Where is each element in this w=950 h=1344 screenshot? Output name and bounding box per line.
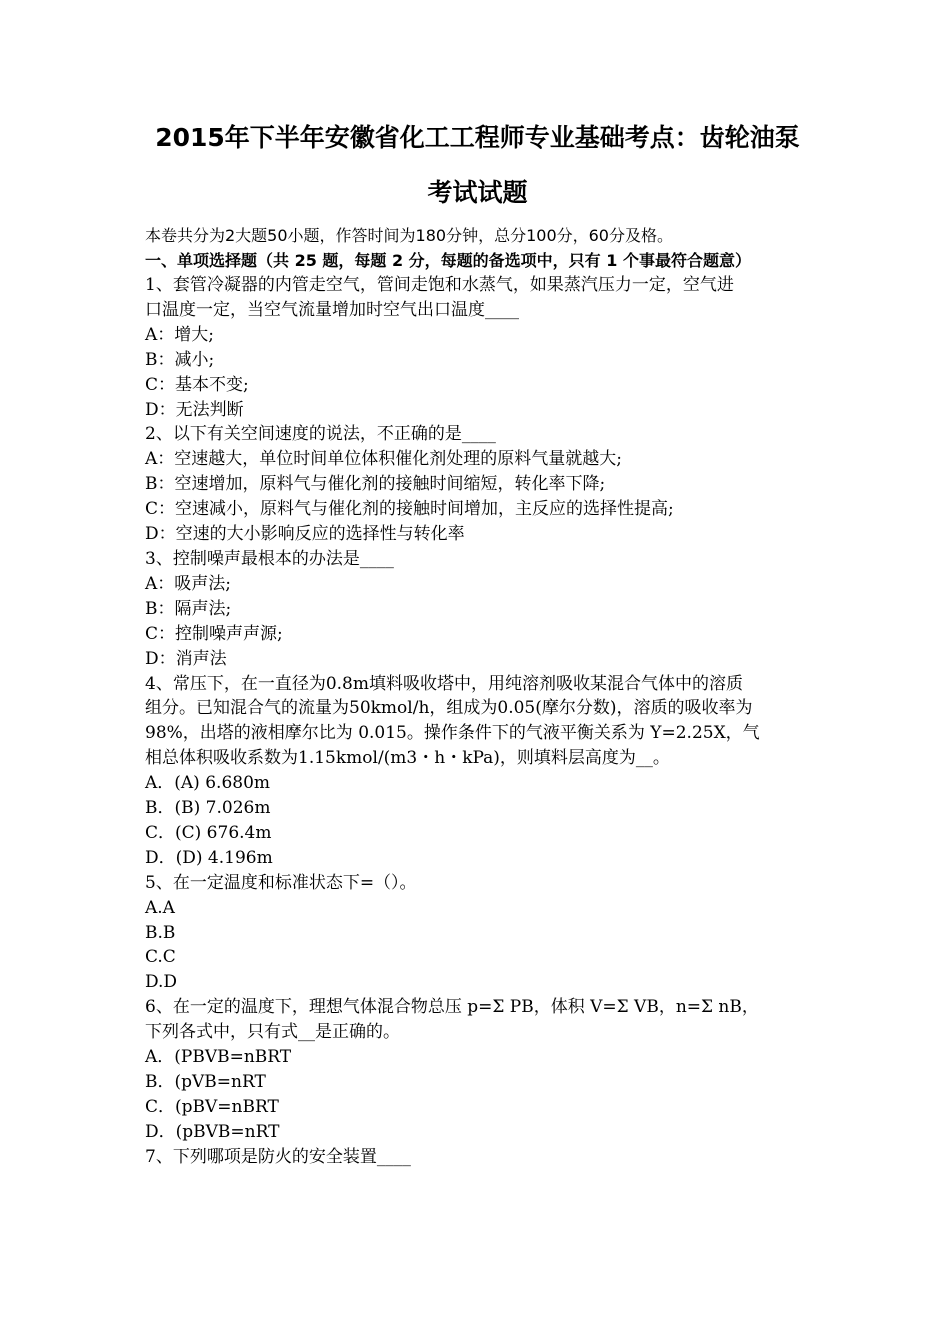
- text-line: D：无法判断: [145, 399, 244, 420]
- text-line: B.B: [145, 922, 176, 943]
- document-title-line-2: 考试试题: [427, 178, 528, 207]
- text-line: A：增大;: [145, 324, 215, 345]
- text-line: 组分。已知混合气的流量为50kmol/h，组成为0.05(摩尔分数)，溶质的吸收率为: [145, 698, 753, 719]
- document-page: [145, 110, 810, 1170]
- exam-intro: 本卷共分为2大题50小题，作答时间为180分钟，总分100分，60分及格。: [145, 226, 673, 245]
- text-line: A.A: [145, 897, 175, 918]
- text-line: 6、在一定的温度下，理想气体混合物总压 p=Σ PB，体积 V=Σ VB，n=Σ nB，: [145, 997, 759, 1018]
- text-line: A．(A) 6.680m: [145, 773, 271, 794]
- text-line: 3、控制噪声最根本的办法是____: [145, 548, 394, 569]
- text-line: B．(B) 7.026m: [145, 798, 271, 819]
- text-line: D：消声法: [145, 648, 227, 669]
- text-line: 4、常压下，在一直径为0.8m填料吸收塔中，用纯溶剂吸收某混合气体中的溶质: [145, 673, 743, 694]
- text-line: A：吸声法;: [145, 573, 232, 594]
- text-line: 相总体积吸收系数为1.15kmol/(m3・h・kPa)，则填料层高度为__。: [145, 748, 670, 769]
- text-line: B：减小;: [145, 349, 215, 370]
- text-line: C：空速减小，原料气与催化剂的接触时间增加，主反应的选择性提高;: [145, 499, 674, 520]
- text-line: B．(pVB=nRT: [145, 1072, 266, 1092]
- text-line: C.C: [145, 947, 176, 968]
- text-line: A：空速越大，单位时间单位体积催化剂处理的原料气量就越大;: [145, 449, 623, 470]
- text-line: C：基本不变;: [145, 374, 249, 395]
- section-heading: 一、单项选择题（共 25 题，每题 2 分，每题的备选项中，只有 1 个事最符合题意）: [145, 251, 751, 270]
- text-line: 5、在一定温度和标准状态下=（）。: [145, 872, 417, 893]
- text-line: 7、下列哪项是防火的安全装置____: [145, 1146, 411, 1167]
- text-line: D．(D) 4.196m: [145, 847, 273, 868]
- text-line: C．(pBV=nBRT: [145, 1096, 279, 1117]
- text-line: D．(pBVB=nRT: [145, 1121, 280, 1142]
- document-title-line-1: 2015年下半年安徽省化工工程师专业基础考点：齿轮油泵: [155, 123, 800, 152]
- text-line: 1、套管冷凝器的内管走空气，管间走饱和水蒸气，如果蒸汽压力一定，空气进: [145, 275, 734, 295]
- text-line: B：隔声法;: [145, 598, 232, 619]
- text-line: 2、以下有关空间速度的说法，不正确的是____: [145, 424, 496, 445]
- text-line: C：控制噪声声源;: [145, 623, 283, 644]
- text-line: D：空速的大小影响反应的选择性与转化率: [145, 524, 465, 545]
- text-line: D.D: [145, 972, 178, 993]
- text-line: 下列各式中，只有式__是正确的。: [145, 1022, 400, 1043]
- question-list: [145, 273, 810, 1170]
- text-line: 口温度一定，当空气流量增加时空气出口温度____: [145, 299, 519, 320]
- text-line: A．(PBVB=nBRT: [145, 1047, 292, 1068]
- text-line: 98%，出塔的液相摩尔比为 0.015。操作条件下的气液平衡关系为 Y=2.25X，气: [145, 723, 760, 744]
- text-line: B：空速增加，原料气与催化剂的接触时间缩短，转化率下降;: [145, 474, 606, 495]
- text-line: C．(C) 676.4m: [145, 822, 272, 843]
